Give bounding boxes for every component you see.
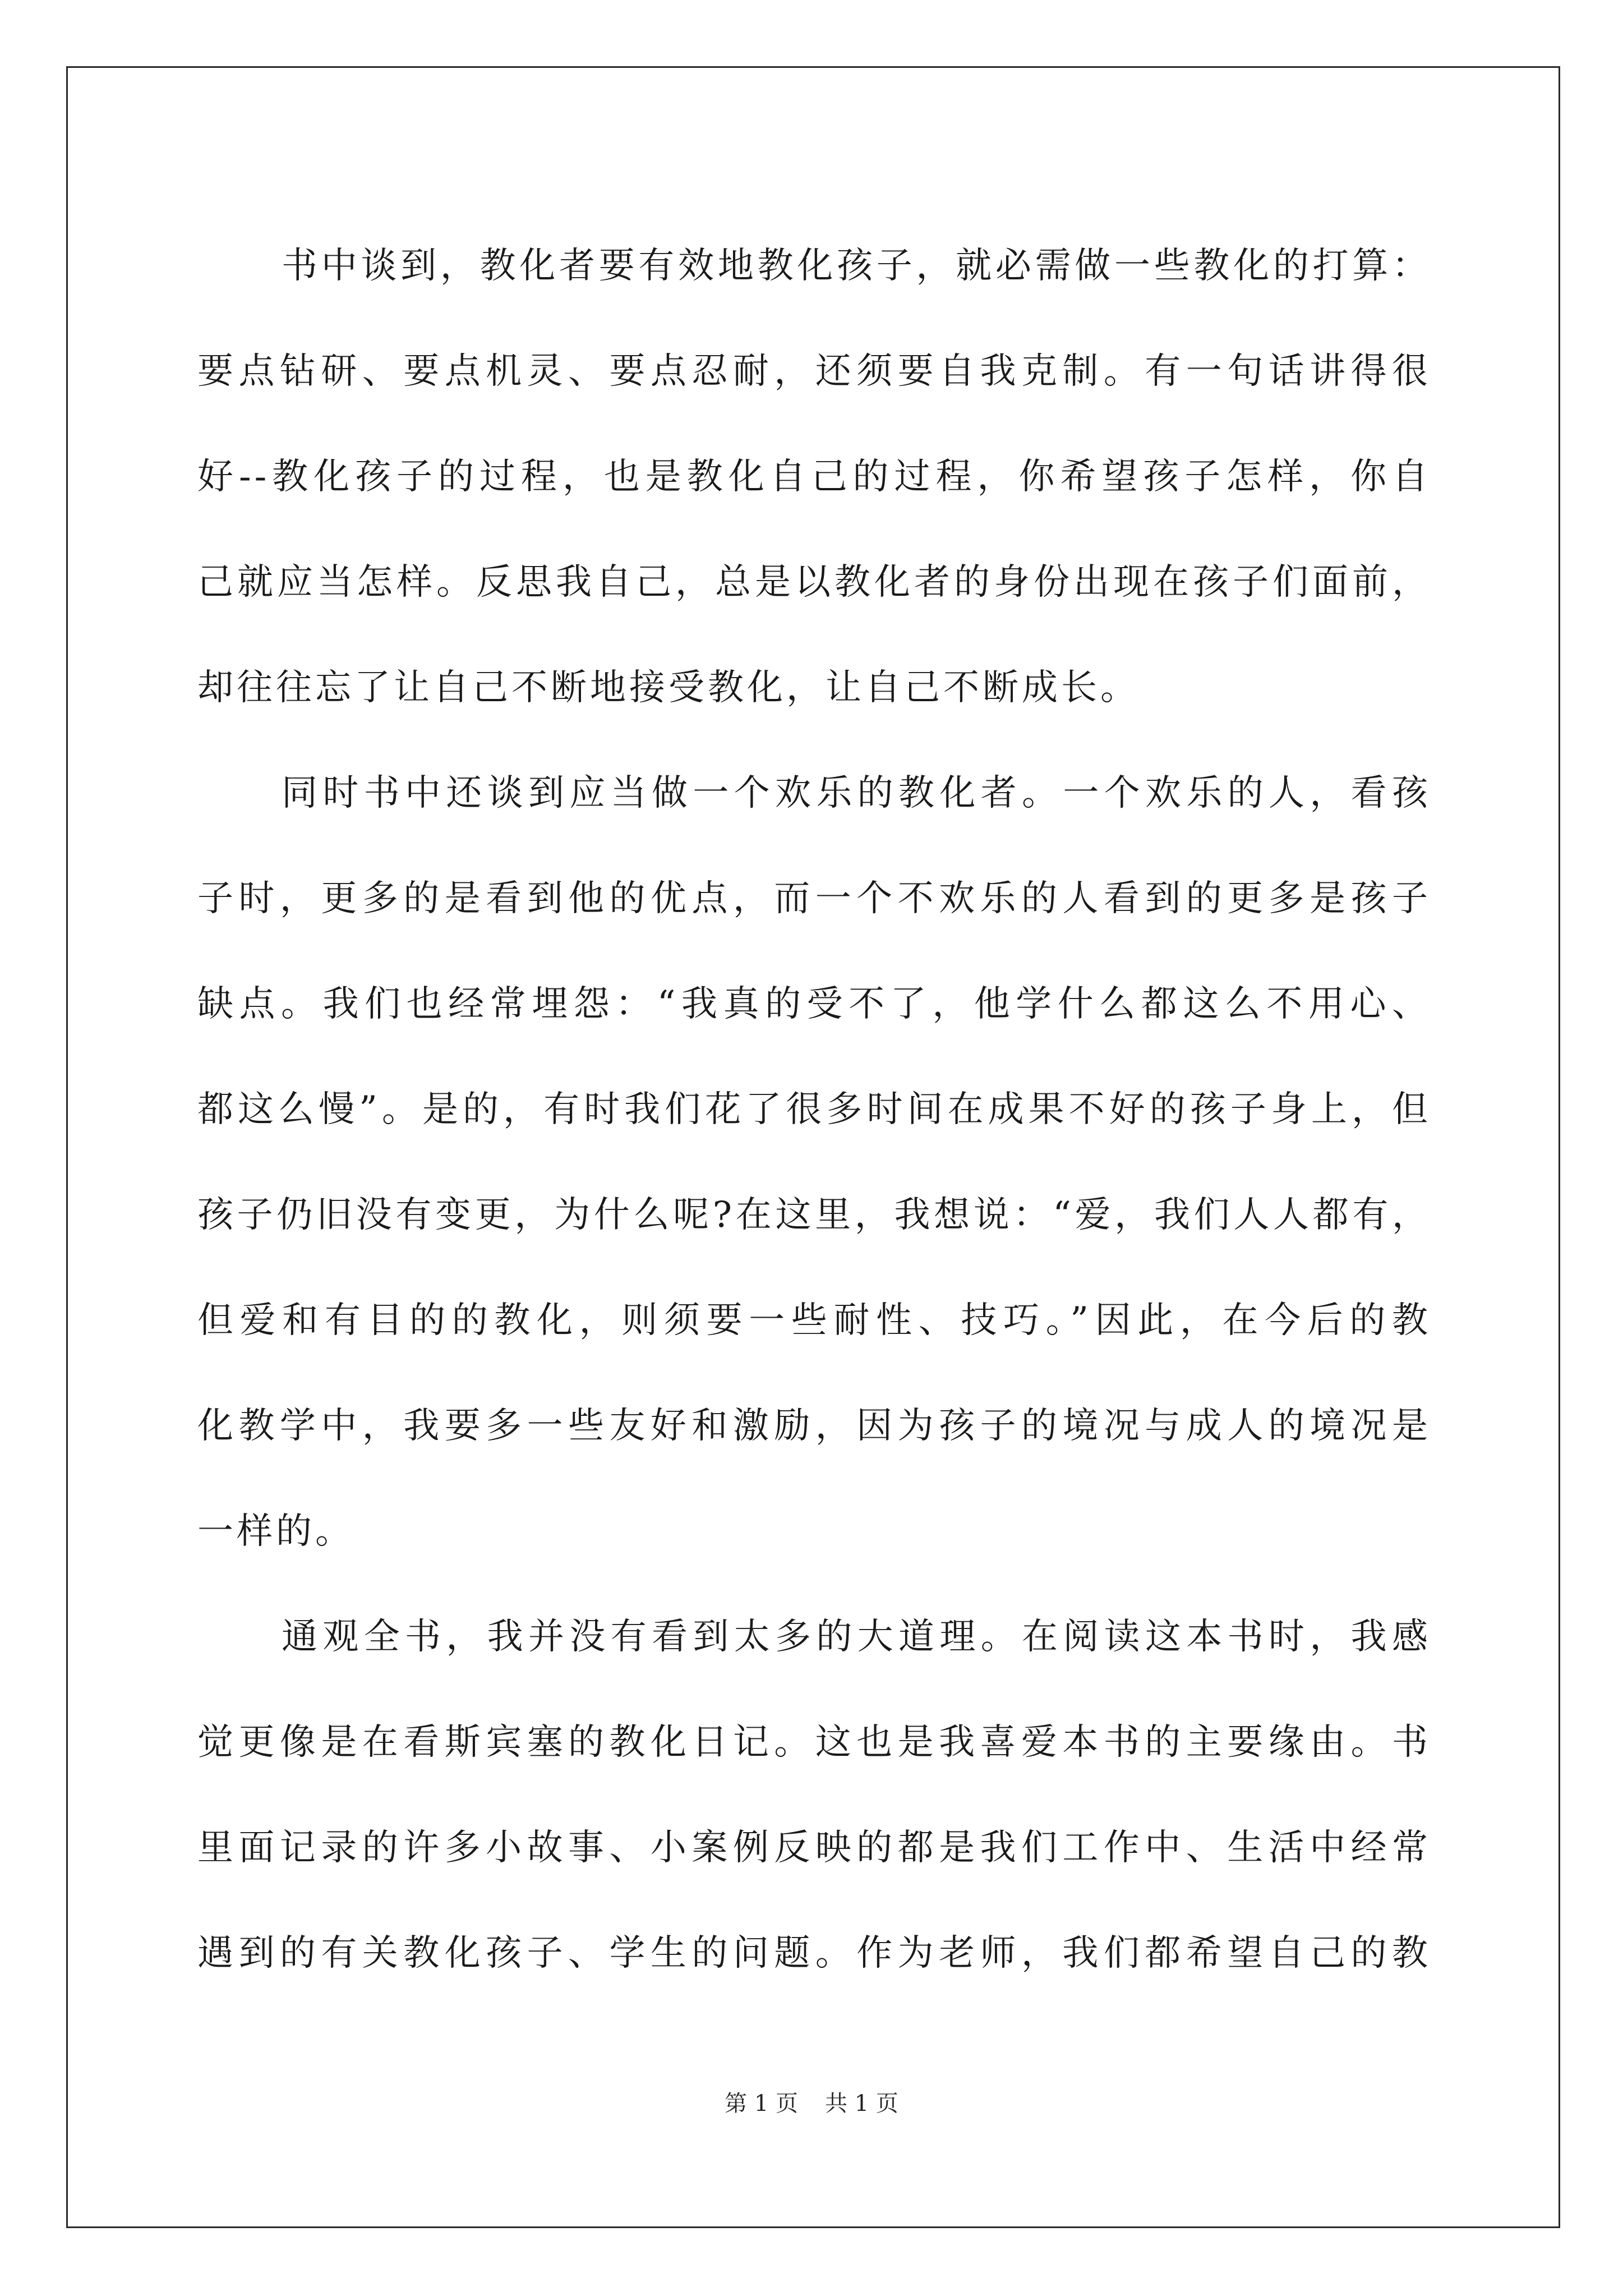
page-total: 共 1 页	[825, 2091, 898, 2116]
paragraph-3-line-2: 觉更像是在看斯宾塞的教化日记。这也是我喜爱本书的主要缘由。书	[197, 1722, 1431, 1763]
paragraph-2-line-4: 都这么慢”。是的，有时我们花了很多时间在成果不好的孩子身上，但	[197, 1089, 1431, 1130]
paragraph-3-line-3: 里面记录的许多小故事、小案例反映的都是我们工作中、生活中经常	[197, 1827, 1431, 1869]
document-body	[197, 213, 1431, 2006]
paragraph-2-line-8: 一样的。	[197, 1511, 354, 1552]
paragraph-2-line-1: 同时书中还谈到应当做一个欢乐的教化者。一个欢乐的人，看孩	[282, 772, 1431, 814]
paragraph-2-line-6: 但爱和有目的的教化，则须要一些耐性、技巧。”因此，在今后的教	[197, 1300, 1431, 1341]
paragraph-2-line-5: 孩子仍旧没有变更，为什么呢?在这里，我想说：“爱，我们人人都有，	[197, 1194, 1431, 1236]
paragraph-2-line-7: 化教学中，我要多一些友好和激励，因为孩子的境况与成人的境况是	[197, 1405, 1431, 1447]
paragraph-1-line-1: 书中谈到，教化者要有效地教化孩子，就必需做一些教化的打算：	[282, 245, 1431, 287]
paragraph-3-line-4: 遇到的有关教化孩子、学生的问题。作为老师，我们都希望自己的教	[197, 1932, 1431, 1974]
page-footer	[0, 2086, 1623, 2118]
page-number: 第 1 页	[725, 2091, 798, 2116]
paragraph-1-line-2: 要点钻研、要点机灵、要点忍耐，还须要自我克制。有一句话讲得很	[197, 351, 1431, 392]
paragraph-2-line-2: 子时，更多的是看到他的优点，而一个不欢乐的人看到的更多是孩子	[197, 878, 1431, 919]
paragraph-1-line-5: 却往往忘了让自己不断地接受教化，让自己不断成长。	[197, 667, 1140, 708]
paragraph-1-line-4: 己就应当怎样。反思我自己，总是以教化者的身份出现在孩子们面前，	[197, 562, 1431, 603]
paragraph-1-line-3: 好--教化孩子的过程，也是教化自己的过程，你希望孩子怎样，你自	[197, 456, 1431, 498]
paragraph-2-line-3: 缺点。我们也经常埋怨：“我真的受不了，他学什么都这么不用心、	[197, 983, 1431, 1025]
paragraph-3-line-1: 通观全书，我并没有看到太多的大道理。在阅读这本书时，我感	[282, 1616, 1431, 1658]
